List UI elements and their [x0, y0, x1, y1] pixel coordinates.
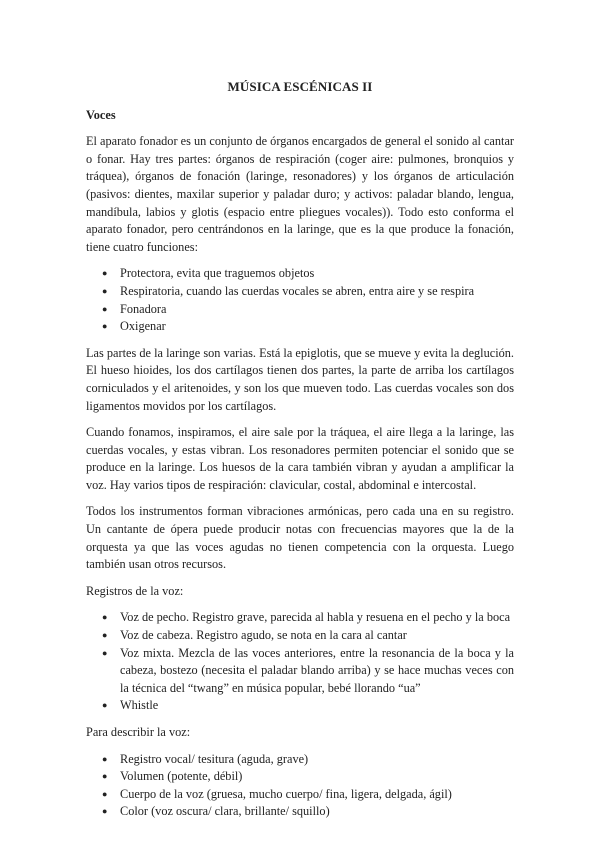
- registers-label: Registros de la voz:: [86, 583, 184, 598]
- list-item: ● Color (voz oscura/ clara, brillante/ squillo): [86, 803, 514, 821]
- bullet-icon: ●: [102, 806, 108, 817]
- bullet-icon: ●: [102, 303, 108, 314]
- list-item: ● Volumen (potente, débil): [86, 768, 514, 786]
- describe-list: [86, 751, 514, 821]
- page-title: MÚSICA ESCÉNICAS II: [227, 79, 373, 94]
- list-item: ● Oxigenar: [86, 318, 514, 336]
- list-item: ● Voz de cabeza. Registro agudo, se nota en la cara al cantar: [86, 627, 514, 645]
- section-heading: Voces: [86, 107, 116, 122]
- bullet-icon: ●: [102, 700, 108, 711]
- bullet-icon: ●: [102, 647, 108, 658]
- larynx-paragraph: Las partes de la laringe son varias. Está la epiglotis, que se mueve y evita la deglución. El hueso hioides, los dos cartílagos tienen dos partes, la parte de arriba los cartílagos corniculados y el aritenoides, y son los que mueven todo. Las cuerdas vocales son dos ligamentos movidos por los cartílagos.: [86, 345, 514, 413]
- list-item: ● Registro vocal/ tesitura (aguda, grave): [86, 751, 514, 769]
- bullet-icon: ●: [102, 753, 108, 764]
- bullet-icon: ●: [102, 630, 108, 641]
- bullet-icon: ●: [102, 268, 108, 279]
- list-item: ● Fonadora: [86, 301, 514, 319]
- list-item: ● Respiratoria, cuando las cuerdas vocales se abren, entra aire y se respira: [86, 283, 514, 301]
- bullet-icon: ●: [102, 285, 108, 296]
- intro-paragraph: El aparato fonador es un conjunto de órganos encargados de general el sonido al cantar o fonar. Hay tres partes: órganos de respiración (coger aire: pulmones, bronquios y tráquea), órganos de fonación (laringe, resonadores) y los órganos de articulación (pasivos: dientes, maxilar superior y paladar duro; y activos: paladar blando, lengua, mandíbula, labios y glotis (espacio entre pliegues vocales)). Todo esto conforma el aparato fonador, pero centrándonos en la laringe, que es la que produce la fonación, tiene cuatro funciones:: [86, 134, 514, 254]
- list-item: ● Cuerpo de la voz (gruesa, mucho cuerpo/ fina, ligera, delgada, ágil): [86, 786, 514, 804]
- list-item: ● Voz de pecho. Registro grave, parecida al habla y resuena en el pecho y la boca: [86, 609, 514, 627]
- functions-list: [86, 265, 514, 335]
- describe-label: Para describir la voz:: [86, 725, 191, 739]
- bullet-icon: ●: [102, 771, 108, 782]
- list-item: ● Voz mixta. Mezcla de las voces anteriores, entre la resonancia de la boca y la cabeza, bostezo (necesita el paladar blando arriba) y se hace muchas veces con la técnica del “twang” en música popular, bebé llorando “ua”: [102, 645, 514, 695]
- bullet-icon: ●: [102, 788, 108, 799]
- instruments-paragraph: Todos los instrumentos forman vibraciones armónicas, pero cada una en su registro. Un cantante de ópera puede producir notas con frecuencias mayores que la de la orquesta ya que las voces agudas no tienen competencia con la orquesta. Luego también usan otros recursos.: [86, 504, 514, 572]
- document-page: [86, 78, 514, 830]
- list-item: ● Whistle: [86, 697, 514, 715]
- bullet-icon: ●: [102, 612, 108, 623]
- bullet-icon: ●: [102, 321, 108, 332]
- list-item: ● Protectora, evita que traguemos objetos: [86, 265, 514, 283]
- phonation-paragraph: Cuando fonamos, inspiramos, el aire sale por la tráquea, el aire llega a la laringe, las cuerdas vocales, y estas vibran. Los resonadores permiten potenciar el sonido que se produce en la laringe. Los huesos de la cara también vibran y ayudan a amplificar la voz. Hay varios tipos de respiración: clavicular, costal, abdominal e intercostal.: [86, 425, 514, 492]
- registers-list: [86, 609, 514, 715]
